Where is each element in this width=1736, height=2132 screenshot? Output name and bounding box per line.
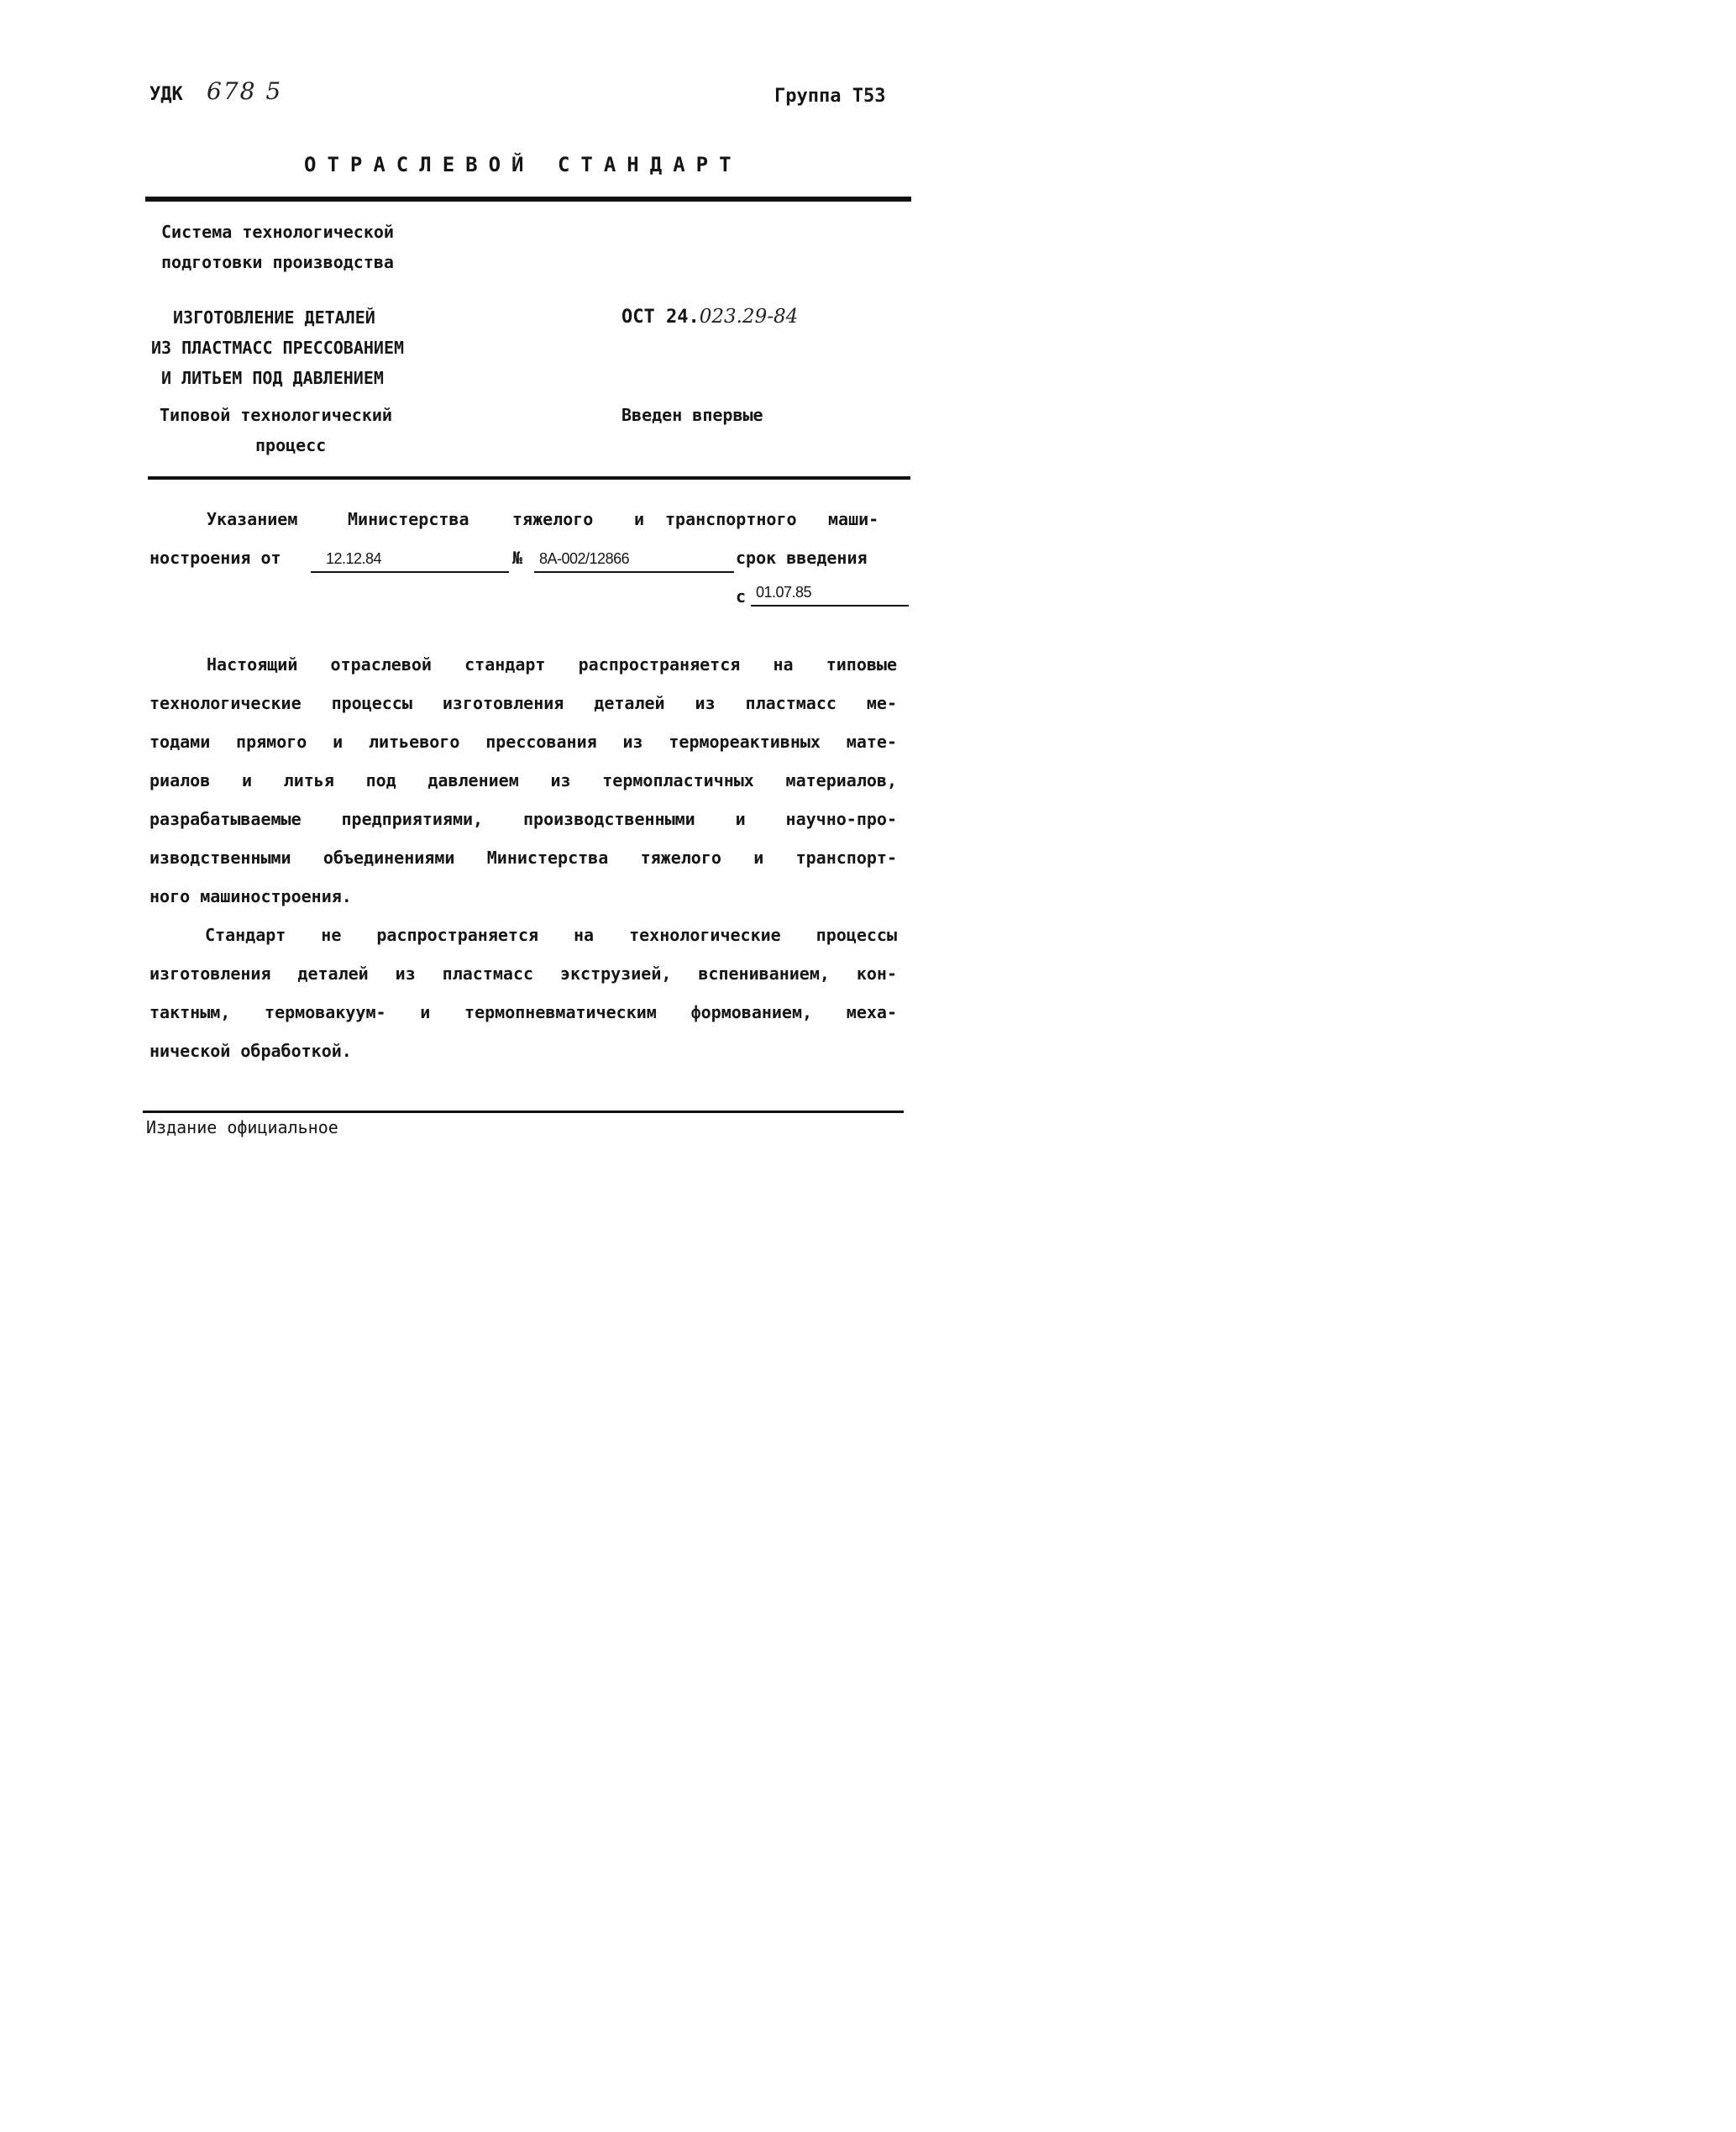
paragraph-scope-line-4: риалов и литья под давлением из термопластичных материалов, — [149, 770, 897, 790]
intro-term-label: срок введения — [736, 548, 868, 568]
decree-number: 8А-002/12866 — [539, 550, 630, 567]
footer-rule — [143, 1111, 904, 1113]
doc-name-line-2: ИЗ ПЛАСТМАСС ПРЕССОВАНИЕМ — [151, 338, 405, 358]
group-code: Группа Т53 — [774, 86, 886, 107]
udk-number: 678 5 — [207, 77, 283, 105]
decree-word-5: транспортного — [665, 509, 797, 529]
ost-number: 023.29-84 — [699, 306, 799, 328]
ost-designation — [621, 306, 798, 328]
decree-word-3: тяжелого — [512, 509, 594, 529]
system-title-line-2: подготовки производства — [161, 252, 394, 272]
middle-rule — [148, 476, 910, 480]
doc-name-line-1: ИЗГОТОВЛЕНИЕ ДЕТАЛЕЙ — [173, 307, 375, 328]
introduction-status: Введен впервые — [621, 405, 763, 425]
intro-date-field — [751, 580, 909, 607]
paragraph-exclusions-line-3: тактным, термовакуум- и термопневматическим формованием, меха- — [149, 1002, 897, 1022]
intro-date: 01.07.85 — [756, 584, 812, 601]
official-edition-note: Издание официальное — [146, 1117, 338, 1137]
ost-prefix: ОСТ 24. — [621, 307, 700, 328]
decree-word-6: маши- — [828, 509, 879, 529]
top-rule — [145, 197, 911, 202]
doc-name-line-3: И ЛИТЬЕМ ПОД ДАВЛЕНИЕМ — [161, 368, 384, 388]
decree-number-field — [534, 546, 734, 573]
paragraph-scope-line-1: Настоящий отраслевой стандарт распространяется на типовые — [207, 654, 897, 675]
paragraph-exclusions — [149, 916, 897, 1070]
paragraph-scope-line-2: технологические процессы изготовления деталей из пластмасс ме- — [149, 693, 897, 713]
paragraph-exclusions-line-2: изготовления деталей из пластмасс экструзией, вспениванием, кон- — [149, 964, 897, 984]
document-page — [0, 0, 1065, 1308]
decree-number-label: № — [512, 548, 523, 568]
decree-date: 12.12.84 — [326, 550, 382, 567]
paragraph-scope-line-7: ного машиностроения. — [149, 886, 352, 906]
paragraph-scope-line-5: разрабатываемые предприятиями, производственными и научно-про- — [149, 809, 897, 829]
decree-word-4: и — [634, 509, 645, 529]
decree-line-2-prefix: ностроения от — [149, 548, 281, 568]
udk-label: УДК — [149, 84, 183, 105]
paragraph-exclusions-line-1: Стандарт не распространяется на технологические процессы — [205, 925, 897, 945]
intro-from-label: с — [736, 586, 747, 607]
decree-date-field — [311, 546, 509, 573]
decree-word-1: Указанием — [207, 509, 298, 529]
doc-kind-line-2: процесс — [255, 435, 327, 455]
paragraph-scope-line-6: изводственными объединениями Министерства тяжелого и транспорт- — [149, 848, 897, 868]
decree-word-2: Министерства — [348, 509, 469, 529]
standard-title: ОТРАСЛЕВОЙ СТАНДАРТ — [304, 153, 742, 176]
paragraph-scope — [149, 645, 897, 916]
paragraph-exclusions-line-4: нической обработкой. — [149, 1041, 352, 1061]
paragraph-scope-line-3: тодами прямого и литьевого прессования из термореактивных мате- — [149, 732, 897, 752]
system-title-line-1: Система технологической — [161, 222, 394, 242]
doc-kind-line-1: Типовой технологический — [160, 405, 392, 425]
